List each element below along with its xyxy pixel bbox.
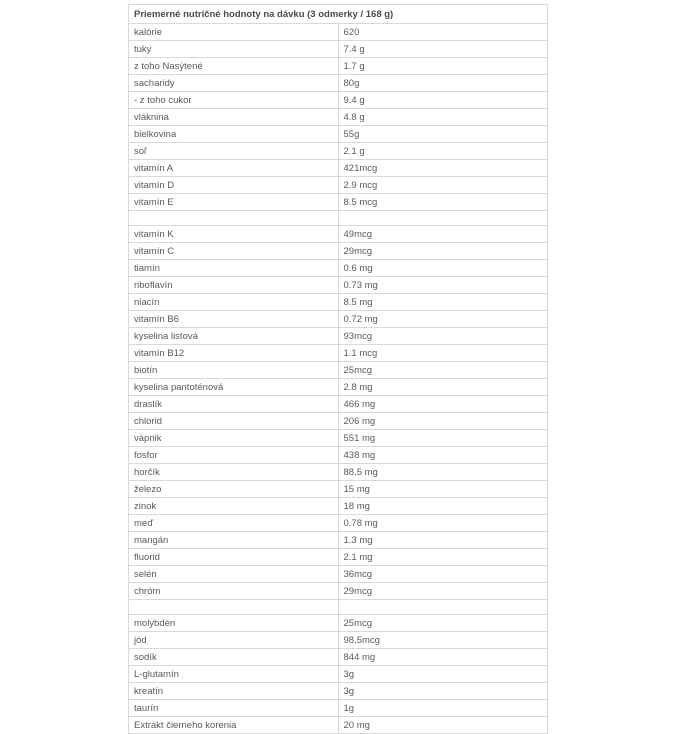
table-row	[129, 243, 548, 260]
nutrient-name: horčík	[129, 464, 339, 481]
nutrient-name: sodík	[129, 649, 339, 666]
nutrient-name: kyselina pantoténová	[129, 379, 339, 396]
nutrient-name: zinok	[129, 498, 339, 515]
nutrient-value: 49mcg	[338, 226, 548, 243]
nutrient-value: 25mcg	[338, 615, 548, 632]
nutrient-value: 0.78 mg	[338, 515, 548, 532]
nutrient-value: 4.8 g	[338, 109, 548, 126]
table-row	[129, 396, 548, 413]
nutrient-value	[338, 600, 548, 615]
nutrient-name: Extrakt čierneho korenia	[129, 717, 339, 734]
nutrient-value: 25mcg	[338, 362, 548, 379]
nutrient-name: vitamín A	[129, 160, 339, 177]
table-row	[129, 413, 548, 430]
nutrient-name: fosfor	[129, 447, 339, 464]
nutrient-name: tuky	[129, 41, 339, 58]
table-row	[129, 226, 548, 243]
nutrient-value: 55g	[338, 126, 548, 143]
table-row	[129, 649, 548, 666]
table-row	[129, 666, 548, 683]
nutrient-name: kreatín	[129, 683, 339, 700]
table-row	[129, 345, 548, 362]
nutrient-name: vápnik	[129, 430, 339, 447]
nutrient-value: 0.73 mg	[338, 277, 548, 294]
table-row	[129, 683, 548, 700]
nutrient-name: vitamín C	[129, 243, 339, 260]
nutrient-value: 8.5 mcg	[338, 194, 548, 211]
nutrient-value: 2.8 mg	[338, 379, 548, 396]
table-row	[129, 328, 548, 345]
nutrient-name: chlorid	[129, 413, 339, 430]
table-row	[129, 109, 548, 126]
nutrient-name: mangán	[129, 532, 339, 549]
table-row	[129, 311, 548, 328]
nutrient-name: kyselina listová	[129, 328, 339, 345]
table-row	[129, 24, 548, 41]
nutrient-value: 2.1 mg	[338, 549, 548, 566]
nutrient-value: 1.3 mg	[338, 532, 548, 549]
table-row	[129, 58, 548, 75]
table-row	[129, 160, 548, 177]
nutrient-name: železo	[129, 481, 339, 498]
nutrient-name: bielkovina	[129, 126, 339, 143]
nutrient-value: 421mcg	[338, 160, 548, 177]
nutrient-value: 88.5 mg	[338, 464, 548, 481]
table-row	[129, 566, 548, 583]
table-row	[129, 549, 548, 566]
nutrient-name: z toho Nasýtené	[129, 58, 339, 75]
nutrient-value: 620	[338, 24, 548, 41]
table-title-cell: Priemerné nutričné hodnoty na dávku (3 odmerky / 168 g)	[129, 5, 548, 24]
nutrient-value: 2.9 mcg	[338, 177, 548, 194]
table-row	[129, 260, 548, 277]
nutrient-name: molybdén	[129, 615, 339, 632]
table-row	[129, 294, 548, 311]
nutrient-name: vláknina	[129, 109, 339, 126]
nutrient-name: kalórie	[129, 24, 339, 41]
nutrient-value: 20 mg	[338, 717, 548, 734]
nutrient-value: 98.5mcg	[338, 632, 548, 649]
nutrient-value: 438 mg	[338, 447, 548, 464]
nutrient-value: 36mcg	[338, 566, 548, 583]
table-row	[129, 362, 548, 379]
table-row	[129, 126, 548, 143]
nutrient-value: 3g	[338, 666, 548, 683]
table-spacer-row	[129, 211, 548, 226]
table-row	[129, 177, 548, 194]
nutrient-name: meď	[129, 515, 339, 532]
nutrient-value: 29mcg	[338, 583, 548, 600]
table-row	[129, 75, 548, 92]
table-row	[129, 464, 548, 481]
nutrient-value: 206 mg	[338, 413, 548, 430]
table-row	[129, 583, 548, 600]
nutrient-value: 466 mg	[338, 396, 548, 413]
nutrition-table-wrapper	[128, 4, 548, 734]
nutrient-name: sacharidy	[129, 75, 339, 92]
nutrient-name: vitamín B6	[129, 311, 339, 328]
nutrient-value: 93mcg	[338, 328, 548, 345]
nutrient-value: 0.6 mg	[338, 260, 548, 277]
nutrient-name: riboflavín	[129, 277, 339, 294]
table-row	[129, 515, 548, 532]
nutrient-name: vitamín D	[129, 177, 339, 194]
nutrient-name: selén	[129, 566, 339, 583]
table-row	[129, 92, 548, 109]
table-row	[129, 717, 548, 734]
nutrient-value: 1.1 mcg	[338, 345, 548, 362]
nutrient-name: tiamín	[129, 260, 339, 277]
nutrient-value: 29mcg	[338, 243, 548, 260]
nutrient-name: - z toho cukor	[129, 92, 339, 109]
table-row	[129, 481, 548, 498]
nutrient-name: L-glutamín	[129, 666, 339, 683]
table-row	[129, 194, 548, 211]
nutrient-value: 844 mg	[338, 649, 548, 666]
table-row	[129, 447, 548, 464]
nutrient-value: 80g	[338, 75, 548, 92]
table-row	[129, 700, 548, 717]
table-header-row	[129, 5, 548, 24]
nutrient-name: draslík	[129, 396, 339, 413]
table-row	[129, 632, 548, 649]
nutrient-value: 15 mg	[338, 481, 548, 498]
table-row	[129, 615, 548, 632]
nutrient-name: taurín	[129, 700, 339, 717]
table-row	[129, 143, 548, 160]
table-row	[129, 430, 548, 447]
nutrient-name: vitamín E	[129, 194, 339, 211]
table-row	[129, 41, 548, 58]
nutrient-value: 1g	[338, 700, 548, 717]
nutrient-name: soľ	[129, 143, 339, 160]
nutrient-name: jód	[129, 632, 339, 649]
table-row	[129, 498, 548, 515]
nutrient-name: biotín	[129, 362, 339, 379]
nutrition-table	[128, 4, 548, 734]
nutrient-name	[129, 211, 339, 226]
table-row	[129, 379, 548, 396]
nutrient-value: 9.4 g	[338, 92, 548, 109]
nutrient-value: 1.7 g	[338, 58, 548, 75]
nutrient-name: vitamín B12	[129, 345, 339, 362]
nutrient-value	[338, 211, 548, 226]
table-row	[129, 532, 548, 549]
nutrient-name	[129, 600, 339, 615]
nutrient-name: vitamín K	[129, 226, 339, 243]
nutrient-name: chróm	[129, 583, 339, 600]
nutrient-value: 3g	[338, 683, 548, 700]
nutrient-value: 18 mg	[338, 498, 548, 515]
table-spacer-row	[129, 600, 548, 615]
nutrition-table-body	[129, 5, 548, 734]
nutrient-name: niacín	[129, 294, 339, 311]
table-row	[129, 277, 548, 294]
nutrient-value: 551 mg	[338, 430, 548, 447]
nutrient-value: 8.5 mg	[338, 294, 548, 311]
nutrient-value: 0.72 mg	[338, 311, 548, 328]
nutrient-value: 2.1 g	[338, 143, 548, 160]
nutrient-value: 7.4 g	[338, 41, 548, 58]
nutrient-name: fluorid	[129, 549, 339, 566]
